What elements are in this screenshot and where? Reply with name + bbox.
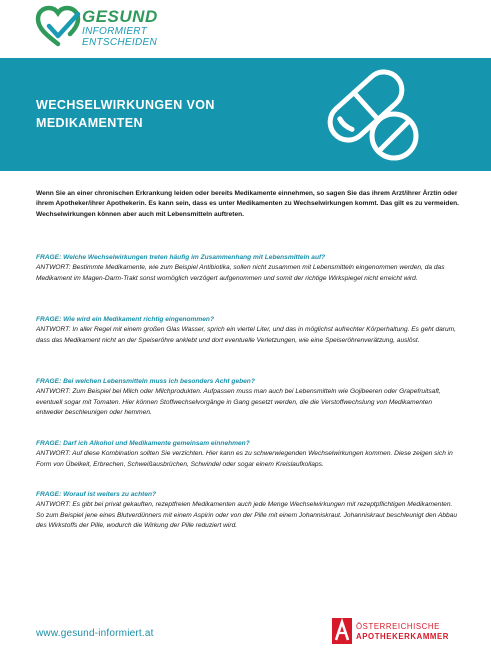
faq-item xyxy=(36,490,461,532)
org-name-line-1: ÖSTERREICHISCHE xyxy=(356,622,440,631)
faq-item xyxy=(36,439,461,470)
logo-tagline-1: INFORMIERT xyxy=(82,26,148,37)
faq-answer: ANTWORT: Zum Beispiel bei Milch oder Milchprodukten. Aufpassen muss man auch bei Lebensmitteln wie Gojibeeren oder Grapefruitsaft, eventuell sogar mit Tomaten. Hier können Stoffwechselvorgänge in Gang gesetzt werden, die die Verstoffwechslung von Medikamenten entweder beschleunigen oder hemmen. xyxy=(36,388,441,417)
logo-tagline-2: ENTSCHEIDEN xyxy=(82,37,157,48)
heart-check-icon xyxy=(34,4,82,50)
faq-answer: ANTWORT: Auf diese Kombination sollten Sie verzichten. Hier kann es zu schwerwiegenden Wechselwirkungen kommen. Diese zeigen sich in Form von Übelkeit, Erbrechen, Schweißausbrüchen, Schwindel oder sogar einem Kreislaufkollaps. xyxy=(36,450,453,468)
faq-answer: ANTWORT: In aller Regel mit einem großen Glas Wasser, sprich ein viertel Liter, und das in möglichst aufrechter Körperhaltung. Es geht darum, dass das Medikament nicht an der Speiseröhre anklebt und dort eventuelle Verletzungen, wie eine Speiseröhrenverätzung, auslöst. xyxy=(36,326,456,344)
faq-answer: ANTWORT: Bestimmte Medikamente, wie zum Beispiel Antibiotika, sollen nicht zusammen mit Lebensmitteln eingenommen werden, da das Medikament im Magen-Darm-Trakt sonst womöglich verzögert aufgenommen und somit der richtige Wirkspiegel nicht erreicht wird. xyxy=(36,264,445,282)
website-link[interactable]: www.gesund-informiert.at xyxy=(36,628,154,639)
org-name-line-2: APOTHEKERKAMMER xyxy=(356,632,450,641)
logo-wordmark: GESUND xyxy=(82,7,158,26)
page-title: WECHSELWIRKUNGEN VON MEDIKAMENTEN xyxy=(36,98,215,130)
apothekerkammer-logo xyxy=(332,618,462,644)
faq-answer: ANTWORT: Es gibt bei privat gekauften, rezeptfreien Medikamenten auch jede Menge Wechselwirkungen mit rezeptpflichtigen Medikamenten. So zum Beispiel jene eines Blutverdünners mit einem Aspirin oder von der Pille mit einem Johanniskraut. Johanniskraut beschleunigt den Abbau des Wirkstoffs der Pille, wodurch die Wirkung der Pille reduziert wird. xyxy=(36,501,458,530)
faq-question: FRAGE: Darf ich Alkohol und Medikamente gemeinsam einnehmen? xyxy=(36,440,250,447)
gesund-informiert-logo xyxy=(34,4,174,50)
faq-item xyxy=(36,315,461,346)
pill-capsule-icon xyxy=(318,66,428,166)
faq-item xyxy=(36,377,461,419)
faq-item xyxy=(36,253,461,284)
intro-paragraph: Wenn Sie an einer chronischen Erkrankung leiden oder bereits Medikamente einnehmen, so sagen Sie das ihrem Arzt/ihrer Ärztin oder ihrem Apotheker/ihrer Apothekerin. Es kann sein, dass es unter Medikamenten zu Wechselwirkungen kommt. Das gilt es zu vermeiden. Wechselwirkungen können aber auch mit Lebensmitteln auftreten. xyxy=(36,190,459,218)
faq-question: FRAGE: Welche Wechselwirkungen treten häufig im Zusammenhang mit Lebensmitteln auf? xyxy=(36,254,326,261)
faq-question: FRAGE: Worauf ist weiters zu achten? xyxy=(36,491,157,498)
title-banner xyxy=(0,58,491,171)
faq-question: FRAGE: Wie wird ein Medikament richtig eingenommen? xyxy=(36,316,214,323)
faq-question: FRAGE: Bei welchen Lebensmitteln muss ich besonders Acht geben? xyxy=(36,378,255,385)
apothecary-a-icon xyxy=(332,618,352,644)
